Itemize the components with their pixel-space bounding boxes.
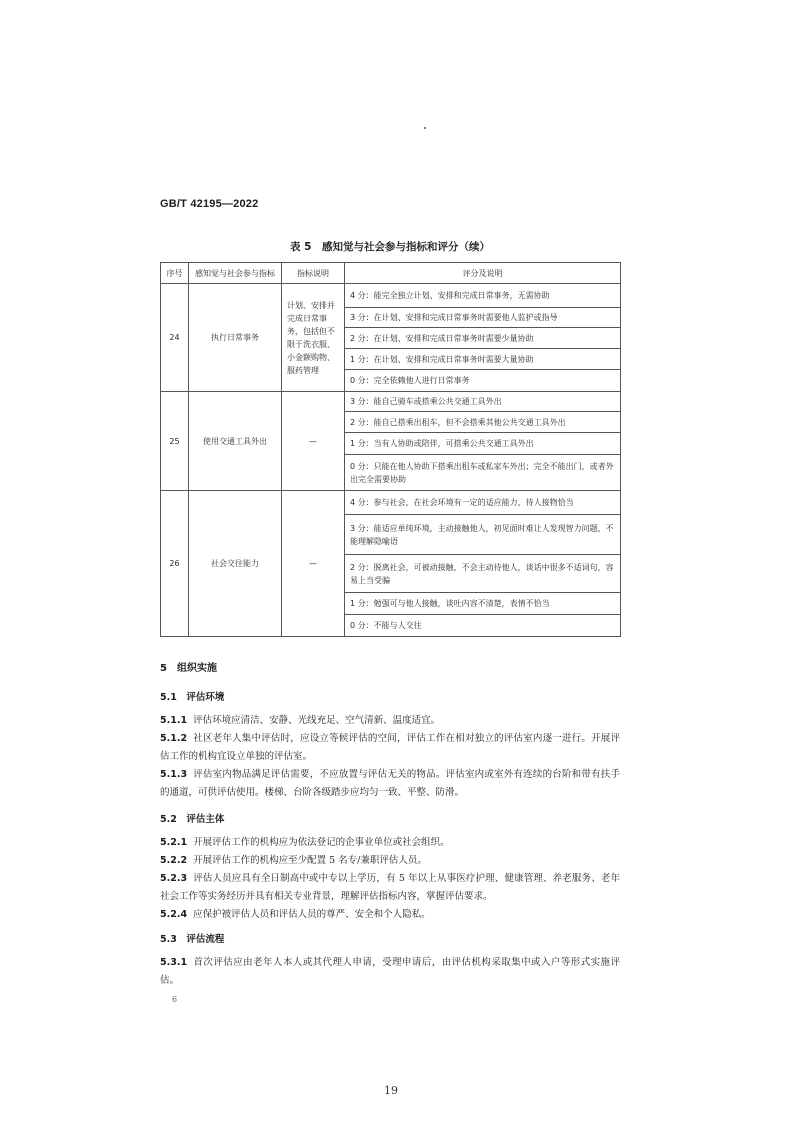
score-item: 1 分：勉强可与他人接触，谈吐内容不清楚，表情不恰当 [345, 593, 621, 615]
score-item: 1 分：当有人协助或陪伴，可搭乘公共交通工具外出 [345, 433, 621, 455]
table-row [161, 284, 621, 308]
table-caption: 表 5 感知觉与社会参与指标和评分（续） [290, 241, 490, 253]
clause-text: 应保护被评估人员和评估人员的尊严、安全和个人隐私。 [193, 909, 431, 920]
row-desc: 计划、安排并完成日常事务，包括但不限于洗衣服、小金额购物、服药管理 [282, 284, 345, 392]
table-row [161, 392, 621, 412]
header-no: 序号 [161, 263, 189, 284]
header-indicator: 感知觉与社会参与指标 [189, 263, 282, 284]
paragraph [160, 870, 620, 906]
score-item: 0 分：不能与人交往 [345, 615, 621, 637]
clause-number: 5.3.1 [160, 957, 188, 968]
score-item: 2 分：能自己搭乘出租车，但不会搭乘其他公共交通工具外出 [345, 412, 621, 433]
section-heading: 5 组织实施 [160, 663, 217, 674]
row-indicator: 执行日常事务 [189, 284, 282, 392]
paragraph [160, 906, 620, 924]
indicator-table [160, 262, 621, 637]
score-item: 2 分：在计划、安排和完成日常事务时需要少量协助 [345, 328, 621, 349]
row-desc: — [282, 491, 345, 637]
score-item: 2 分：脱离社会，可被动接触，不会主动待他人，谈话中很多不适词句，容易上当受骗 [345, 555, 621, 593]
clause-text: 社区老年人集中评估时，应设立等候评估的空间，评估工作在相对独立的评估室内逐一进行。开展评估工作的机构宜设立单独的评估室。 [160, 733, 620, 762]
subsection-heading: 5.2 评估主体 [160, 814, 225, 825]
clause-number: 5.1.3 [160, 769, 188, 780]
header-desc: 指标说明 [282, 263, 345, 284]
score-item: 1 分：在计划、安排和完成日常事务时需要大量协助 [345, 349, 621, 370]
table-header-row [161, 263, 621, 284]
paragraph [160, 766, 620, 802]
clause-number: 5.1.1 [160, 715, 188, 726]
page-number-small: 6 [172, 995, 178, 1004]
paragraph [160, 834, 620, 852]
standard-number: GB/T 42195—2022 [160, 198, 259, 210]
clause-number: 5.2.2 [160, 855, 188, 866]
paragraph [160, 954, 620, 990]
table-row [161, 491, 621, 515]
clause-text: 评估环境应清洁、安静、光线充足、空气清新、温度适宜。 [193, 715, 441, 726]
score-item: 3 分：能适应单纯环境，主动接触他人，初见面时难让人发现智力问题，不能理解隐喻语 [345, 515, 621, 555]
row-no: 26 [161, 491, 189, 637]
row-indicator: 使用交通工具外出 [189, 392, 282, 491]
clause-number: 5.2.3 [160, 873, 188, 884]
scan-speck [424, 127, 426, 129]
clause-text: 开展评估工作的机构应为依法登记的企事业单位或社会组织。 [193, 837, 450, 848]
paragraph [160, 712, 620, 730]
row-no: 25 [161, 392, 189, 491]
clause-text: 评估室内物品满足评估需要，不应放置与评估无关的物品。评估室内或室外有连续的台阶和带有扶手的通道，可供评估使用。楼梯、台阶各级踏步应均匀一致、平整、防滑。 [160, 769, 620, 798]
score-item: 4 分：参与社会，在社会环境有一定的适应能力，待人接物恰当 [345, 491, 621, 515]
clause-number: 5.1.2 [160, 733, 188, 744]
score-item: 0 分：只能在他人协助下搭乘出租车或私家车外出；完全不能出门，或者外出完全需要协助 [345, 455, 621, 491]
score-item: 0 分：完全依赖他人进行日常事务 [345, 370, 621, 392]
row-indicator: 社会交往能力 [189, 491, 282, 637]
paragraph [160, 730, 620, 766]
subsection-heading: 5.3 评估流程 [160, 934, 225, 945]
page-number-large: 19 [384, 1084, 398, 1097]
paragraph [160, 852, 620, 870]
clause-text: 首次评估应由老年人本人或其代理人申请，受理申请后，由评估机构采取集中或入户等形式实施评估。 [160, 957, 620, 986]
clause-number: 5.2.4 [160, 909, 188, 920]
clause-text: 评估人员应具有全日制高中或中专以上学历，有 5 年以上从事医疗护理、健康管理、养老服务、老年社会工作等实务经历并具有相关专业背景，理解评估指标内容，掌握评估要求。 [160, 873, 620, 902]
score-item: 3 分：能自己骑车或搭乘公共交通工具外出 [345, 392, 621, 412]
score-item: 3 分：在计划、安排和完成日常事务时需要他人监护或指导 [345, 308, 621, 328]
clause-number: 5.2.1 [160, 837, 188, 848]
score-item: 4 分：能完全独立计划、安排和完成日常事务，无需协助 [345, 284, 621, 308]
header-score: 评分及说明 [345, 263, 621, 284]
row-no: 24 [161, 284, 189, 392]
row-desc: — [282, 392, 345, 491]
clause-text: 开展评估工作的机构应至少配置 5 名专/兼职评估人员。 [193, 855, 427, 866]
subsection-heading: 5.1 评估环境 [160, 692, 225, 703]
